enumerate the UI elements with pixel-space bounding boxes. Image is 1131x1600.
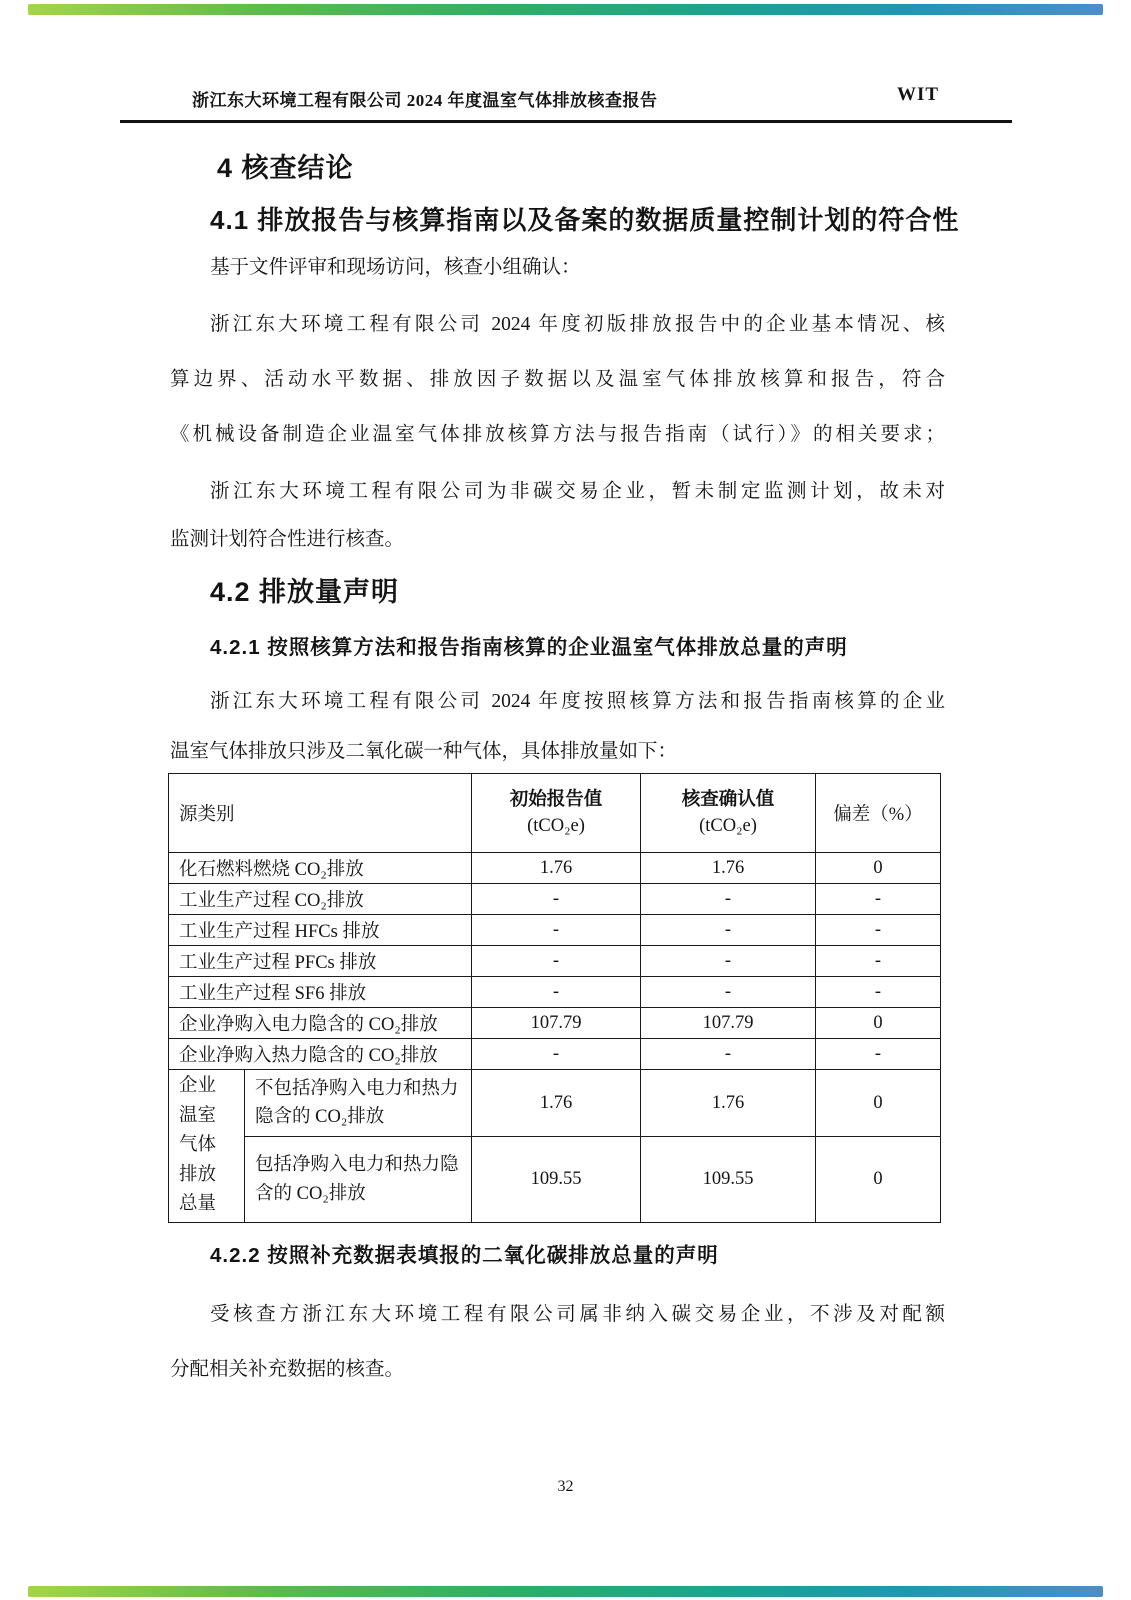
cell-source: 企业净购入电力隐含的 CO₂排放	[169, 1008, 472, 1039]
cell-initial: -	[472, 884, 641, 915]
cell-total-group-label: 企业温室气体排放总量	[169, 1070, 245, 1223]
column-header-initial-label: 初始报告值	[509, 788, 603, 810]
cell-initial: 1.76	[472, 853, 641, 884]
section-4-2-1-heading: 4.2.1 按照核算方法和报告指南核算的企业温室气体排放总量的声明	[210, 636, 848, 659]
cell-initial: -	[472, 946, 641, 977]
cell-deviation: 0	[816, 1137, 941, 1223]
cell-initial: 107.79	[472, 1008, 641, 1039]
table-row	[169, 853, 941, 884]
page-number: 32	[557, 1478, 574, 1495]
cell-initial: -	[472, 977, 641, 1008]
cell-initial: -	[472, 1039, 641, 1070]
paragraph-line: 监测计划符合性进行核查。	[170, 529, 405, 550]
column-header-initial	[472, 774, 641, 853]
emissions-summary-table	[168, 773, 941, 1223]
cell-verified: 109.55	[641, 1137, 816, 1223]
cell-source: 工业生产过程 PFCs 排放	[169, 946, 472, 977]
cell-deviation: 0	[816, 1070, 941, 1137]
column-header-initial-unit: (tCO₂e)	[527, 816, 585, 836]
paragraph-line: 分配相关补充数据的核查。	[170, 1359, 405, 1380]
column-header-verified-label: 核查确认值	[681, 788, 775, 810]
paragraph-line: 《机械设备制造企业温室气体排放核算方法与报告指南（试行）》的相关要求；	[170, 424, 945, 445]
paragraph-line: 温室气体排放只涉及二氧化碳一种气体，具体排放量如下：	[170, 741, 678, 762]
cell-verified: -	[641, 915, 816, 946]
table-row	[169, 884, 941, 915]
column-header-verified	[641, 774, 816, 853]
cell-verified: -	[641, 884, 816, 915]
table-row	[169, 977, 941, 1008]
cell-source: 企业净购入热力隐含的 CO₂排放	[169, 1039, 472, 1070]
cell-deviation: -	[816, 946, 941, 977]
table-row	[169, 1137, 941, 1223]
section-4-2-heading: 4.2 排放量声明	[210, 577, 400, 607]
cell-deviation: -	[816, 1039, 941, 1070]
cell-verified: 1.76	[641, 853, 816, 884]
cell-initial: 109.55	[472, 1137, 641, 1223]
header-logo: WIT	[897, 84, 940, 105]
table-header-row	[169, 774, 941, 853]
cell-deviation: -	[816, 915, 941, 946]
cell-verified: -	[641, 1039, 816, 1070]
header-title: 浙江东大环境工程有限公司 2024 年度温室气体排放核查报告	[192, 91, 658, 110]
table-row	[169, 1008, 941, 1039]
column-header-verified-unit: (tCO₂e)	[699, 816, 757, 836]
column-header-source: 源类别	[169, 774, 472, 853]
column-header-deviation: 偏差（%）	[816, 774, 941, 853]
section-4-heading: 4 核查结论	[217, 153, 354, 183]
cell-source: 工业生产过程 SF6 排放	[169, 977, 472, 1008]
cell-verified: 107.79	[641, 1008, 816, 1039]
paragraph-line: 浙江东大环境工程有限公司为非碳交易企业，暂未制定监测计划，故未对	[210, 481, 945, 502]
cell-deviation: 0	[816, 853, 941, 884]
cell-source: 工业生产过程 HFCs 排放	[169, 915, 472, 946]
table-row	[169, 915, 941, 946]
paragraph-line: 浙江东大环境工程有限公司 2024 年度初版排放报告中的企业基本情况、核	[210, 314, 945, 335]
paragraph-line: 算边界、活动水平数据、排放因子数据以及温室气体排放核算和报告，符合	[170, 369, 945, 390]
table-row	[169, 1070, 941, 1137]
table-row	[169, 946, 941, 977]
cell-deviation: -	[816, 884, 941, 915]
table-row	[169, 1039, 941, 1070]
header-divider	[120, 120, 1012, 123]
bottom-gradient-bar	[28, 1586, 1103, 1597]
cell-initial: 1.76	[472, 1070, 641, 1137]
section-4-2-2-heading: 4.2.2 按照补充数据表填报的二氧化碳排放总量的声明	[210, 1244, 719, 1267]
cell-verified: -	[641, 977, 816, 1008]
section-4-1-heading: 4.1 排放报告与核算指南以及备案的数据质量控制计划的符合性	[210, 205, 960, 235]
cell-source: 工业生产过程 CO₂排放	[169, 884, 472, 915]
cell-deviation: -	[816, 977, 941, 1008]
cell-deviation: 0	[816, 1008, 941, 1039]
paragraph-line: 受核查方浙江东大环境工程有限公司属非纳入碳交易企业，不涉及对配额	[210, 1304, 945, 1325]
cell-sub-source: 包括净购入电力和热力隐含的 CO₂排放	[245, 1137, 472, 1223]
cell-verified: -	[641, 946, 816, 977]
top-gradient-bar	[28, 4, 1103, 15]
paragraph-line: 基于文件评审和现场访问，核查小组确认：	[210, 257, 581, 278]
cell-initial: -	[472, 915, 641, 946]
cell-verified: 1.76	[641, 1070, 816, 1137]
cell-source: 化石燃料燃烧 CO₂排放	[169, 853, 472, 884]
cell-sub-source: 不包括净购入电力和热力隐含的 CO₂排放	[245, 1070, 472, 1137]
paragraph-line: 浙江东大环境工程有限公司 2024 年度按照核算方法和报告指南核算的企业	[210, 691, 945, 712]
